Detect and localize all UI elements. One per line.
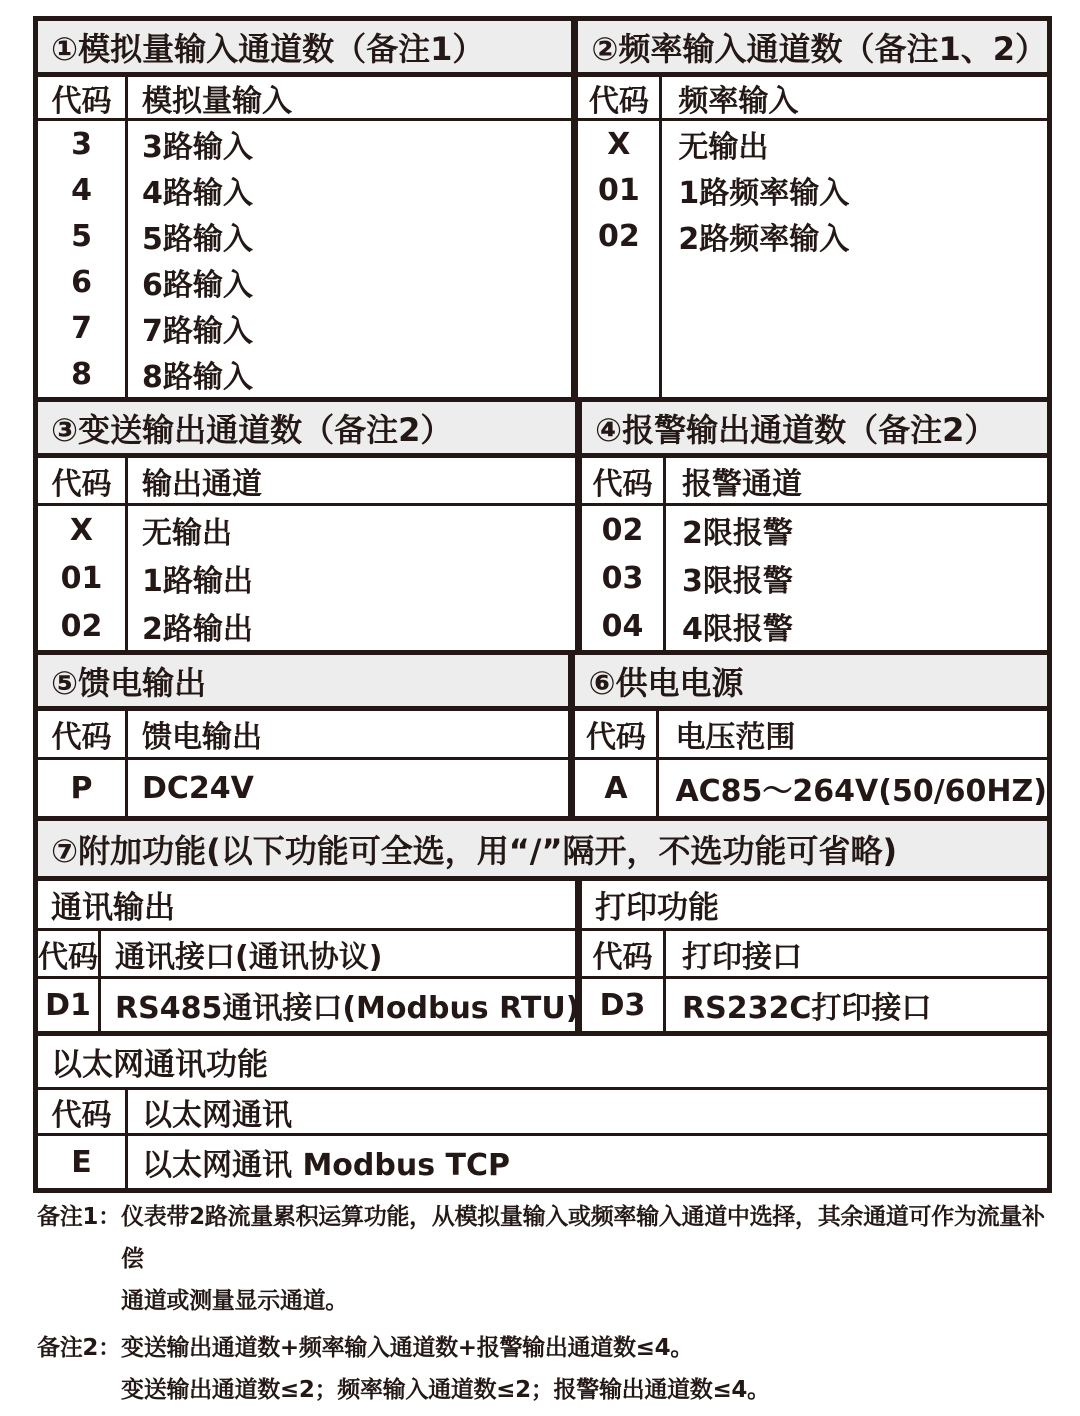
section-feed-power-output-table bbox=[38, 711, 568, 816]
section-alarm-output-table bbox=[582, 458, 1047, 650]
code-column bbox=[582, 458, 666, 650]
desc-cell: 1路频率输入 bbox=[678, 176, 850, 211]
desc-cell: 2路输出 bbox=[142, 612, 253, 647]
code-cell: P bbox=[70, 770, 93, 806]
desc-cell: 1路输出 bbox=[142, 564, 253, 599]
desc-cell: AC85～264V(50/60HZ) bbox=[675, 774, 1047, 809]
code-cell: 02 bbox=[60, 608, 103, 644]
footnote-2-line-2: 变送输出通道数≤2；频率输入通道数≤2；报警输出通道数≤4。 bbox=[121, 1377, 770, 1403]
desc-header-cell: 通讯接口(通讯协议) bbox=[101, 931, 579, 979]
section-alarm-output-title: ④报警输出通道数（备注2） bbox=[582, 402, 1047, 458]
desc-cell: 7路输入 bbox=[142, 314, 253, 349]
code-cell: 6 bbox=[71, 264, 92, 300]
desc-cell: 4路输入 bbox=[142, 176, 253, 211]
ethernet-comm-table bbox=[38, 1090, 1047, 1188]
desc-header-cell: 打印接口 bbox=[666, 931, 1047, 979]
desc-cell: 5路输入 bbox=[142, 222, 253, 257]
desc-cell: 无输出 bbox=[678, 130, 769, 165]
row-group-3 bbox=[38, 655, 1047, 821]
code-header-cell: 代码 bbox=[38, 77, 125, 121]
section-power-supply-table bbox=[575, 711, 1047, 816]
row-group-2 bbox=[38, 402, 1047, 655]
footnotes bbox=[37, 1196, 1049, 1416]
section-analog-input bbox=[38, 21, 578, 397]
desc-column bbox=[101, 931, 579, 1031]
code-column bbox=[582, 931, 666, 1031]
desc-header-cell: 报警通道 bbox=[666, 458, 1047, 506]
code-cell: 01 bbox=[60, 560, 103, 596]
section-transmit-output bbox=[38, 402, 582, 650]
comm-output-table bbox=[38, 931, 580, 1031]
code-column bbox=[578, 77, 662, 397]
section-frequency-input bbox=[578, 21, 1047, 397]
desc-cell: 4限报警 bbox=[682, 612, 793, 647]
ethernet-comm-subtitle: 以太网通讯功能 bbox=[38, 1036, 1047, 1090]
desc-cell: DC24V bbox=[142, 770, 254, 806]
desc-cell: 3路输入 bbox=[142, 130, 253, 165]
section-power-supply-title: ⑥供电电源 bbox=[575, 655, 1047, 711]
desc-column bbox=[128, 711, 568, 816]
code-column bbox=[38, 711, 128, 816]
desc-column bbox=[666, 931, 1047, 1031]
code-column bbox=[38, 458, 128, 650]
footnote-2 bbox=[37, 1327, 1049, 1411]
code-column bbox=[38, 1090, 128, 1188]
desc-column bbox=[128, 1090, 1047, 1188]
code-cell: 5 bbox=[71, 218, 92, 254]
code-cell: 01 bbox=[597, 172, 640, 208]
desc-header-cell: 电压范围 bbox=[659, 711, 1047, 760]
code-header-cell: 代码 bbox=[38, 931, 98, 979]
code-cell: E bbox=[71, 1144, 92, 1180]
footnote-2-line-1: 变送输出通道数+频率输入通道数+报警输出通道数≤4。 bbox=[121, 1335, 694, 1361]
desc-header-cell: 输出通道 bbox=[128, 458, 575, 506]
desc-cell: RS485通讯接口(Modbus RTU) bbox=[115, 991, 580, 1026]
desc-cell: 无输出 bbox=[142, 516, 232, 551]
code-cell: A bbox=[604, 770, 628, 806]
code-cell: 8 bbox=[71, 356, 92, 392]
print-function-table bbox=[582, 931, 1047, 1031]
code-cell: D3 bbox=[599, 987, 646, 1023]
desc-header-cell: 模拟量输入 bbox=[128, 77, 571, 121]
section-analog-input-table bbox=[38, 77, 571, 397]
desc-header-cell: 频率输入 bbox=[662, 77, 1047, 121]
desc-header-cell: 馈电输出 bbox=[128, 711, 568, 760]
footnote-1-line-2: 通道或测量显示通道。 bbox=[121, 1288, 349, 1314]
desc-cell: 6路输入 bbox=[142, 268, 253, 303]
footnote-2-label: 备注2： bbox=[37, 1335, 121, 1361]
section-feed-power-output bbox=[38, 655, 575, 816]
ordering-spec-table bbox=[33, 16, 1052, 1193]
code-cell: 4 bbox=[71, 172, 92, 208]
section-transmit-output-table bbox=[38, 458, 575, 650]
desc-header-cell: 以太网通讯 bbox=[128, 1090, 1047, 1136]
section-frequency-input-table bbox=[578, 77, 1047, 397]
code-cell: 02 bbox=[597, 218, 640, 254]
section-additional-functions-title: ⑦附加功能(以下功能可全选，用“/”隔开，不选功能可省略) bbox=[38, 821, 1047, 881]
code-header-cell: 代码 bbox=[575, 711, 656, 760]
row-group-1 bbox=[38, 21, 1047, 402]
code-column bbox=[38, 931, 101, 1031]
code-header-cell: 代码 bbox=[38, 1090, 125, 1136]
desc-column bbox=[128, 77, 571, 397]
code-cell: 7 bbox=[71, 310, 92, 346]
desc-column bbox=[662, 77, 1047, 397]
code-cell: 04 bbox=[601, 608, 644, 644]
section-transmit-output-title: ③变送输出通道数（备注2） bbox=[38, 402, 575, 458]
code-cell: 03 bbox=[601, 560, 644, 596]
code-header-cell: 代码 bbox=[578, 77, 659, 121]
print-function-block bbox=[582, 881, 1047, 1031]
code-cell: 3 bbox=[71, 126, 92, 162]
section-additional-functions bbox=[38, 821, 1047, 1188]
desc-cell: 以太网通讯 Modbus TCP bbox=[142, 1148, 510, 1183]
desc-column bbox=[666, 458, 1047, 650]
ethernet-comm-block bbox=[38, 1036, 1047, 1188]
section-feed-power-output-title: ⑤馈电输出 bbox=[38, 655, 568, 711]
code-header-cell: 代码 bbox=[38, 458, 125, 506]
section-analog-input-title: ①模拟量输入通道数（备注1） bbox=[38, 21, 571, 77]
desc-cell: 3限报警 bbox=[682, 564, 793, 599]
desc-column bbox=[128, 458, 575, 650]
comm-output-subtitle: 通讯输出 bbox=[38, 881, 575, 931]
section-frequency-input-title: ②频率输入通道数（备注1、2） bbox=[578, 21, 1047, 77]
section-alarm-output bbox=[582, 402, 1047, 650]
section-power-supply bbox=[575, 655, 1047, 816]
desc-cell: 8路输入 bbox=[142, 360, 253, 395]
code-cell: X bbox=[607, 126, 631, 162]
footnote-1-line-1: 仪表带2路流量累积运算功能，从模拟量输入或频率输入通道中选择，其余通道可作为流量补偿 bbox=[121, 1204, 1045, 1272]
desc-cell: 2限报警 bbox=[682, 516, 793, 551]
comm-output-block bbox=[38, 881, 582, 1031]
code-cell: D1 bbox=[45, 987, 91, 1023]
footnote-1-text bbox=[121, 1196, 1049, 1322]
footnote-1 bbox=[37, 1196, 1049, 1322]
desc-cell: 2路频率输入 bbox=[678, 222, 850, 257]
code-cell: 02 bbox=[601, 512, 644, 548]
code-header-cell: 代码 bbox=[582, 931, 663, 979]
code-column bbox=[38, 77, 128, 397]
desc-column bbox=[659, 711, 1047, 816]
print-function-subtitle: 打印功能 bbox=[582, 881, 1047, 931]
code-column bbox=[575, 711, 659, 816]
footnote-2-text bbox=[121, 1327, 1049, 1411]
code-cell: X bbox=[69, 512, 94, 548]
row-group-comm-print bbox=[38, 881, 1047, 1036]
code-header-cell: 代码 bbox=[582, 458, 663, 506]
code-header-cell: 代码 bbox=[38, 711, 125, 760]
footnote-1-label: 备注1： bbox=[37, 1204, 121, 1230]
desc-cell: RS232C打印接口 bbox=[682, 991, 932, 1026]
